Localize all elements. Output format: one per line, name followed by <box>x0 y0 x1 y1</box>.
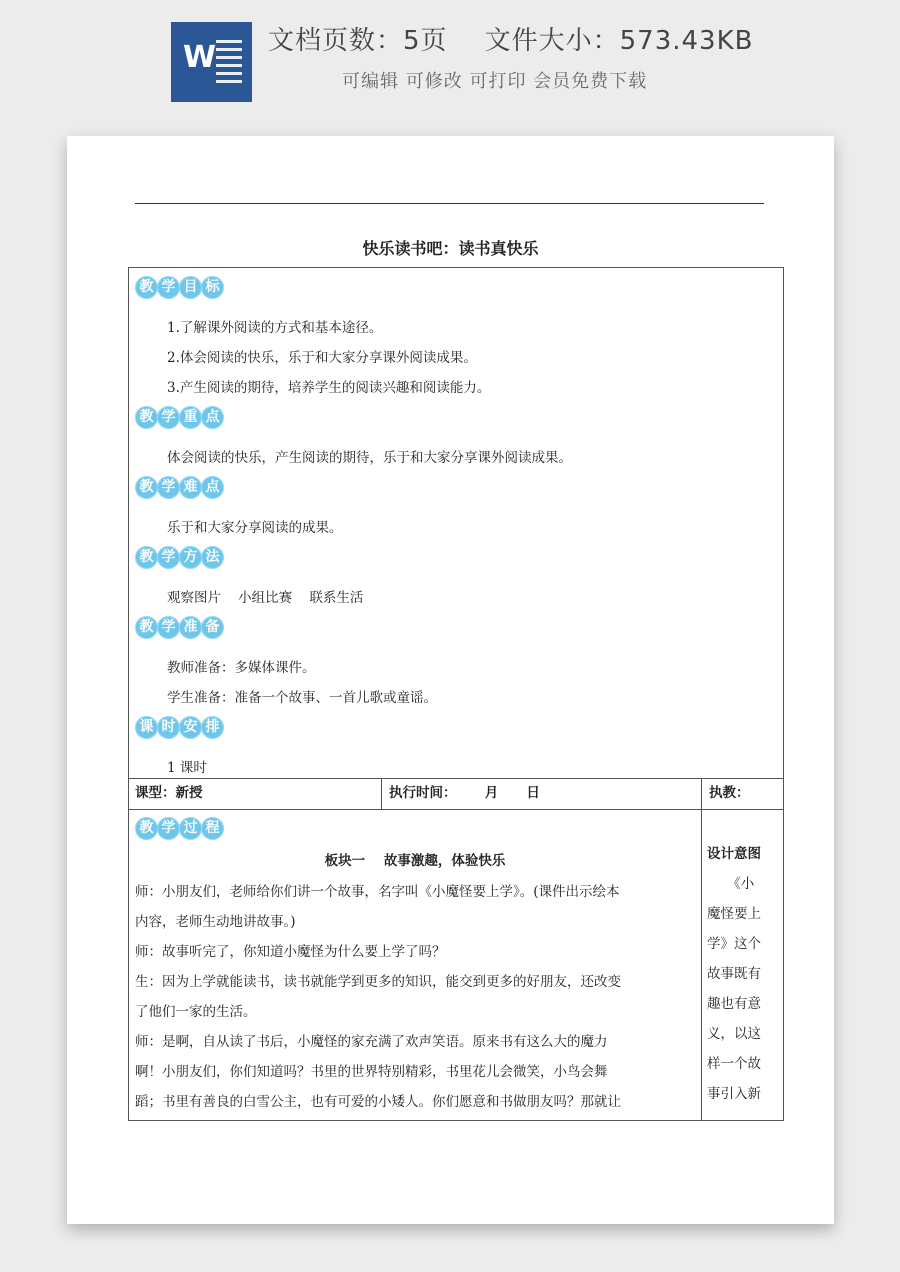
process-line: 生：因为上学就能读书，读书就能学到更多的知识，能交到更多的好朋友，还改变 <box>135 974 621 990</box>
lesson-info-row <box>128 778 784 810</box>
badge-char: 教 <box>135 406 158 429</box>
badge-char: 学 <box>157 817 180 840</box>
document-page <box>67 136 834 1224</box>
process-line: 内容，老师生动地讲故事。) <box>135 914 296 930</box>
badge-char: 重 <box>179 406 202 429</box>
badge-char: 学 <box>157 276 180 299</box>
process-line: 师：小朋友们，老师给你们讲一个故事，名字叫《小魔怪要上学》。(课件出示绘本 <box>135 884 620 900</box>
prep-line: 学生准备：准备一个故事、一首儿歌或童谣。 <box>167 690 437 706</box>
badge-char: 教 <box>135 476 158 499</box>
file-info <box>268 20 753 57</box>
badge-char: 标 <box>201 276 224 299</box>
design-intent-title: 设计意图 <box>707 846 761 862</box>
size-label: 文件大小：573.43KB <box>484 26 754 56</box>
process-line: 啊！小朋友们，你们知道吗？书里的世界特别精彩，书里花儿会微笑，小鸟会舞 <box>135 1064 608 1080</box>
lesson-overview-box <box>128 267 784 779</box>
prep-line: 教师准备：多媒体课件。 <box>167 660 316 676</box>
goal-line: 2.体会阅读的快乐，乐于和大家分享课外阅读成果。 <box>167 350 477 366</box>
lesson-type: 课型：新授 <box>135 785 203 801</box>
section-badge-goals <box>135 276 223 299</box>
teacher-label: 执教： <box>709 785 750 801</box>
badge-char: 准 <box>179 616 202 639</box>
process-line: 师：是啊，自从读了书后，小魔怪的家充满了欢声笑语。原来书有这么大的魔力 <box>135 1034 608 1050</box>
design-intent-line: 趣也有意 <box>707 996 761 1012</box>
badge-char: 时 <box>157 716 180 739</box>
cell-divider <box>701 778 702 809</box>
cell-divider <box>381 778 382 809</box>
document-title: 快乐读书吧：读书真快乐 <box>362 239 539 258</box>
design-intent-line: 事引入新 <box>707 1086 761 1102</box>
badge-char: 点 <box>201 476 224 499</box>
block-title: 板块一 故事激趣，体验快乐 <box>324 853 506 869</box>
goal-line: 1.了解课外阅读的方式和基本途径。 <box>167 320 383 336</box>
design-intent-line: 《小 <box>727 876 755 892</box>
process-line: 了他们一家的生活。 <box>135 1004 257 1020</box>
schedule-line: 1 课时 <box>167 760 207 776</box>
column-divider <box>701 809 702 1120</box>
badge-char: 学 <box>157 476 180 499</box>
section-badge-method <box>135 546 223 569</box>
section-badge-key <box>135 406 223 429</box>
method-line: 观察图片 小组比赛 联系生活 <box>167 590 364 606</box>
design-intent-line: 学》这个 <box>707 936 761 952</box>
download-header <box>0 0 900 130</box>
key-point-line: 体会阅读的快乐，产生阅读的期待，乐于和大家分享课外阅读成果。 <box>167 450 572 466</box>
badge-char: 点 <box>201 406 224 429</box>
design-intent-line: 魔怪要上 <box>707 906 761 922</box>
execution-time: 执行时间： 月 日 <box>389 785 540 801</box>
badge-char: 学 <box>157 546 180 569</box>
badge-char: 教 <box>135 276 158 299</box>
badge-char: 课 <box>135 716 158 739</box>
section-badge-difficulty <box>135 476 223 499</box>
badge-char: 教 <box>135 546 158 569</box>
badge-char: 安 <box>179 716 202 739</box>
badge-char: 难 <box>179 476 202 499</box>
badge-char: 方 <box>179 546 202 569</box>
design-intent-line: 故事既有 <box>707 966 761 982</box>
badge-char: 学 <box>157 616 180 639</box>
badge-char: 法 <box>201 546 224 569</box>
badge-char: 程 <box>201 817 224 840</box>
design-intent <box>707 839 777 1109</box>
badge-char: 学 <box>157 406 180 429</box>
difficulty-line: 乐于和大家分享阅读的成果。 <box>167 520 343 536</box>
badge-char: 目 <box>179 276 202 299</box>
badge-char: 过 <box>179 817 202 840</box>
process-line: 蹈；书里有善良的白雪公主，也有可爱的小矮人。你们愿意和书做朋友吗？那就让 <box>135 1094 621 1110</box>
teaching-process-box <box>128 809 784 1121</box>
feature-subtitle: 可编辑 可修改 可打印 会员免费下载 <box>342 71 648 92</box>
header-rule <box>135 203 764 204</box>
badge-char: 教 <box>135 817 158 840</box>
design-intent-line: 样一个故 <box>707 1056 761 1072</box>
section-badge-prep <box>135 616 223 639</box>
pages-label: 文档页数：5页 <box>268 26 448 56</box>
section-badge-schedule <box>135 716 223 739</box>
badge-char: 排 <box>201 716 224 739</box>
section-badge-process <box>135 817 223 840</box>
word-doc-icon: W <box>171 22 252 102</box>
process-text <box>135 877 695 1117</box>
process-line: 师：故事听完了，你知道小魔怪为什么要上学了吗？ <box>135 944 446 960</box>
goal-line: 3.产生阅读的期待，培养学生的阅读兴趣和阅读能力。 <box>167 380 491 396</box>
badge-char: 教 <box>135 616 158 639</box>
design-intent-line: 义，以这 <box>707 1026 761 1042</box>
badge-char: 备 <box>201 616 224 639</box>
